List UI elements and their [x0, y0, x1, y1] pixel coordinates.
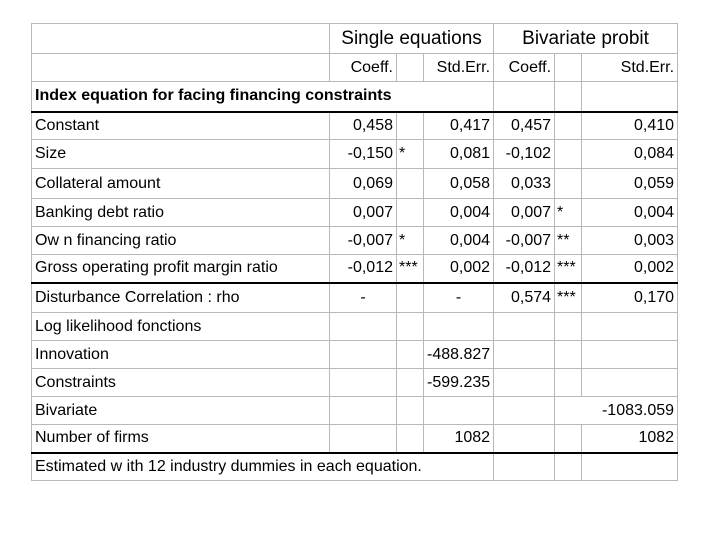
coeff-single: 0,458	[330, 112, 397, 140]
sig-single: *	[397, 227, 424, 255]
blank-cell	[397, 341, 424, 369]
rho-sig-bivariate: ***	[555, 283, 582, 313]
row-label: Gross operating profit margin ratio	[32, 255, 330, 283]
coeff-single: 0,069	[330, 169, 397, 199]
stderr-header-single: Std.Err.	[424, 54, 494, 82]
sig-single	[397, 112, 424, 140]
sig-bivariate	[555, 112, 582, 140]
blank-cell	[330, 397, 397, 425]
stderr-bivariate: 0,059	[582, 169, 678, 199]
rho-stderr-bivariate: 0,170	[582, 283, 678, 313]
blank-cell	[555, 453, 582, 481]
stderr-bivariate: 0,004	[582, 199, 678, 227]
coeff-header-single: Coeff.	[330, 54, 397, 82]
sig-bivariate	[555, 140, 582, 169]
rho-stderr-single: -	[424, 283, 494, 313]
coeff-single: -0,007	[330, 227, 397, 255]
stderr-bivariate: 0,084	[582, 140, 678, 169]
blank-cell	[330, 425, 397, 453]
firms-bivariate: 1082	[582, 425, 678, 453]
blank-cell	[330, 341, 397, 369]
stderr-bivariate: 0,002	[582, 255, 678, 283]
firms-label: Number of firms	[32, 425, 330, 453]
blank-cell	[582, 453, 678, 481]
stderr-bivariate: 0,410	[582, 112, 678, 140]
section-title: Index equation for facing financing constraints	[32, 82, 494, 112]
blank-cell	[397, 369, 424, 397]
group-header-row	[32, 24, 678, 54]
footnote-row	[32, 453, 678, 481]
stderr-header-bivariate: Std.Err.	[582, 54, 678, 82]
stderr-single: 0,004	[424, 227, 494, 255]
blank-cell	[555, 341, 582, 369]
blank-cell	[494, 425, 555, 453]
stderr-single: 0,004	[424, 199, 494, 227]
section-title-row	[32, 82, 678, 112]
loglik-header-row	[32, 313, 678, 341]
rho-coeff-bivariate: 0,574	[494, 283, 555, 313]
blank-cell	[32, 24, 330, 54]
bivariate-value: -1083.059	[555, 397, 678, 425]
coeff-bivariate: -0,007	[494, 227, 555, 255]
sig-bivariate: ***	[555, 255, 582, 283]
row-label: Constant	[32, 112, 330, 140]
blank-cell	[582, 313, 678, 341]
rho-label: Disturbance Correlation : rho	[32, 283, 330, 313]
table-row	[32, 169, 678, 199]
coeff-single: -0,012	[330, 255, 397, 283]
blank-cell	[397, 313, 424, 341]
sig-bivariate	[555, 169, 582, 199]
blank-cell	[397, 54, 424, 82]
sig-bivariate: **	[555, 227, 582, 255]
blank-cell	[330, 369, 397, 397]
coeff-bivariate: -0,012	[494, 255, 555, 283]
coeff-bivariate: 0,457	[494, 112, 555, 140]
blank-cell	[582, 369, 678, 397]
blank-cell	[494, 453, 555, 481]
loglik-constraints-row	[32, 369, 678, 397]
coeff-bivariate: 0,033	[494, 169, 555, 199]
stderr-single: 0,002	[424, 255, 494, 283]
firms-single: 1082	[424, 425, 494, 453]
blank-cell	[397, 283, 424, 313]
blank-cell	[494, 397, 555, 425]
rho-coeff-single: -	[330, 283, 397, 313]
constraints-value: -599.235	[424, 369, 494, 397]
firms-row	[32, 425, 678, 453]
coeff-header-bivariate: Coeff.	[494, 54, 555, 82]
blank-cell	[494, 82, 555, 112]
row-label: Ow n financing ratio	[32, 227, 330, 255]
blank-cell	[494, 369, 555, 397]
row-label: Banking debt ratio	[32, 199, 330, 227]
rho-row	[32, 283, 678, 313]
blank-cell	[424, 397, 494, 425]
sig-single: ***	[397, 255, 424, 283]
innovation-value: -488.827	[424, 341, 494, 369]
stderr-single: 0,417	[424, 112, 494, 140]
sig-single: *	[397, 140, 424, 169]
blank-cell	[397, 397, 424, 425]
row-label: Size	[32, 140, 330, 169]
blank-cell	[582, 341, 678, 369]
group-bivariate-probit: Bivariate probit	[494, 24, 678, 54]
table-row	[32, 140, 678, 169]
blank-cell	[555, 369, 582, 397]
blank-cell	[397, 425, 424, 453]
table-row	[32, 199, 678, 227]
stderr-single: 0,058	[424, 169, 494, 199]
blank-cell	[330, 313, 397, 341]
blank-cell	[555, 313, 582, 341]
results-table	[31, 23, 678, 481]
loglik-label: Log likelihood fonctions	[32, 313, 330, 341]
coeff-single: 0,007	[330, 199, 397, 227]
coeff-bivariate: -0,102	[494, 140, 555, 169]
sig-bivariate: *	[555, 199, 582, 227]
blank-cell	[555, 54, 582, 82]
blank-cell	[555, 425, 582, 453]
coeff-single: -0,150	[330, 140, 397, 169]
sig-single	[397, 199, 424, 227]
constraints-label: Constraints	[32, 369, 330, 397]
innovation-label: Innovation	[32, 341, 330, 369]
sig-single	[397, 169, 424, 199]
stderr-bivariate: 0,003	[582, 227, 678, 255]
row-label: Collateral amount	[32, 169, 330, 199]
blank-cell	[424, 313, 494, 341]
table-row	[32, 255, 678, 283]
group-single-equations: Single equations	[330, 24, 494, 54]
blank-cell	[555, 82, 582, 112]
bivariate-label: Bivariate	[32, 397, 330, 425]
coeff-bivariate: 0,007	[494, 199, 555, 227]
loglik-innovation-row	[32, 341, 678, 369]
table-row	[32, 227, 678, 255]
loglik-bivariate-row	[32, 397, 678, 425]
blank-cell	[494, 313, 555, 341]
stderr-single: 0,081	[424, 140, 494, 169]
table-row	[32, 112, 678, 140]
footnote: Estimated w ith 12 industry dummies in each equation.	[32, 453, 494, 481]
blank-cell	[582, 82, 678, 112]
blank-cell	[32, 54, 330, 82]
sub-header-row	[32, 54, 678, 82]
blank-cell	[494, 341, 555, 369]
